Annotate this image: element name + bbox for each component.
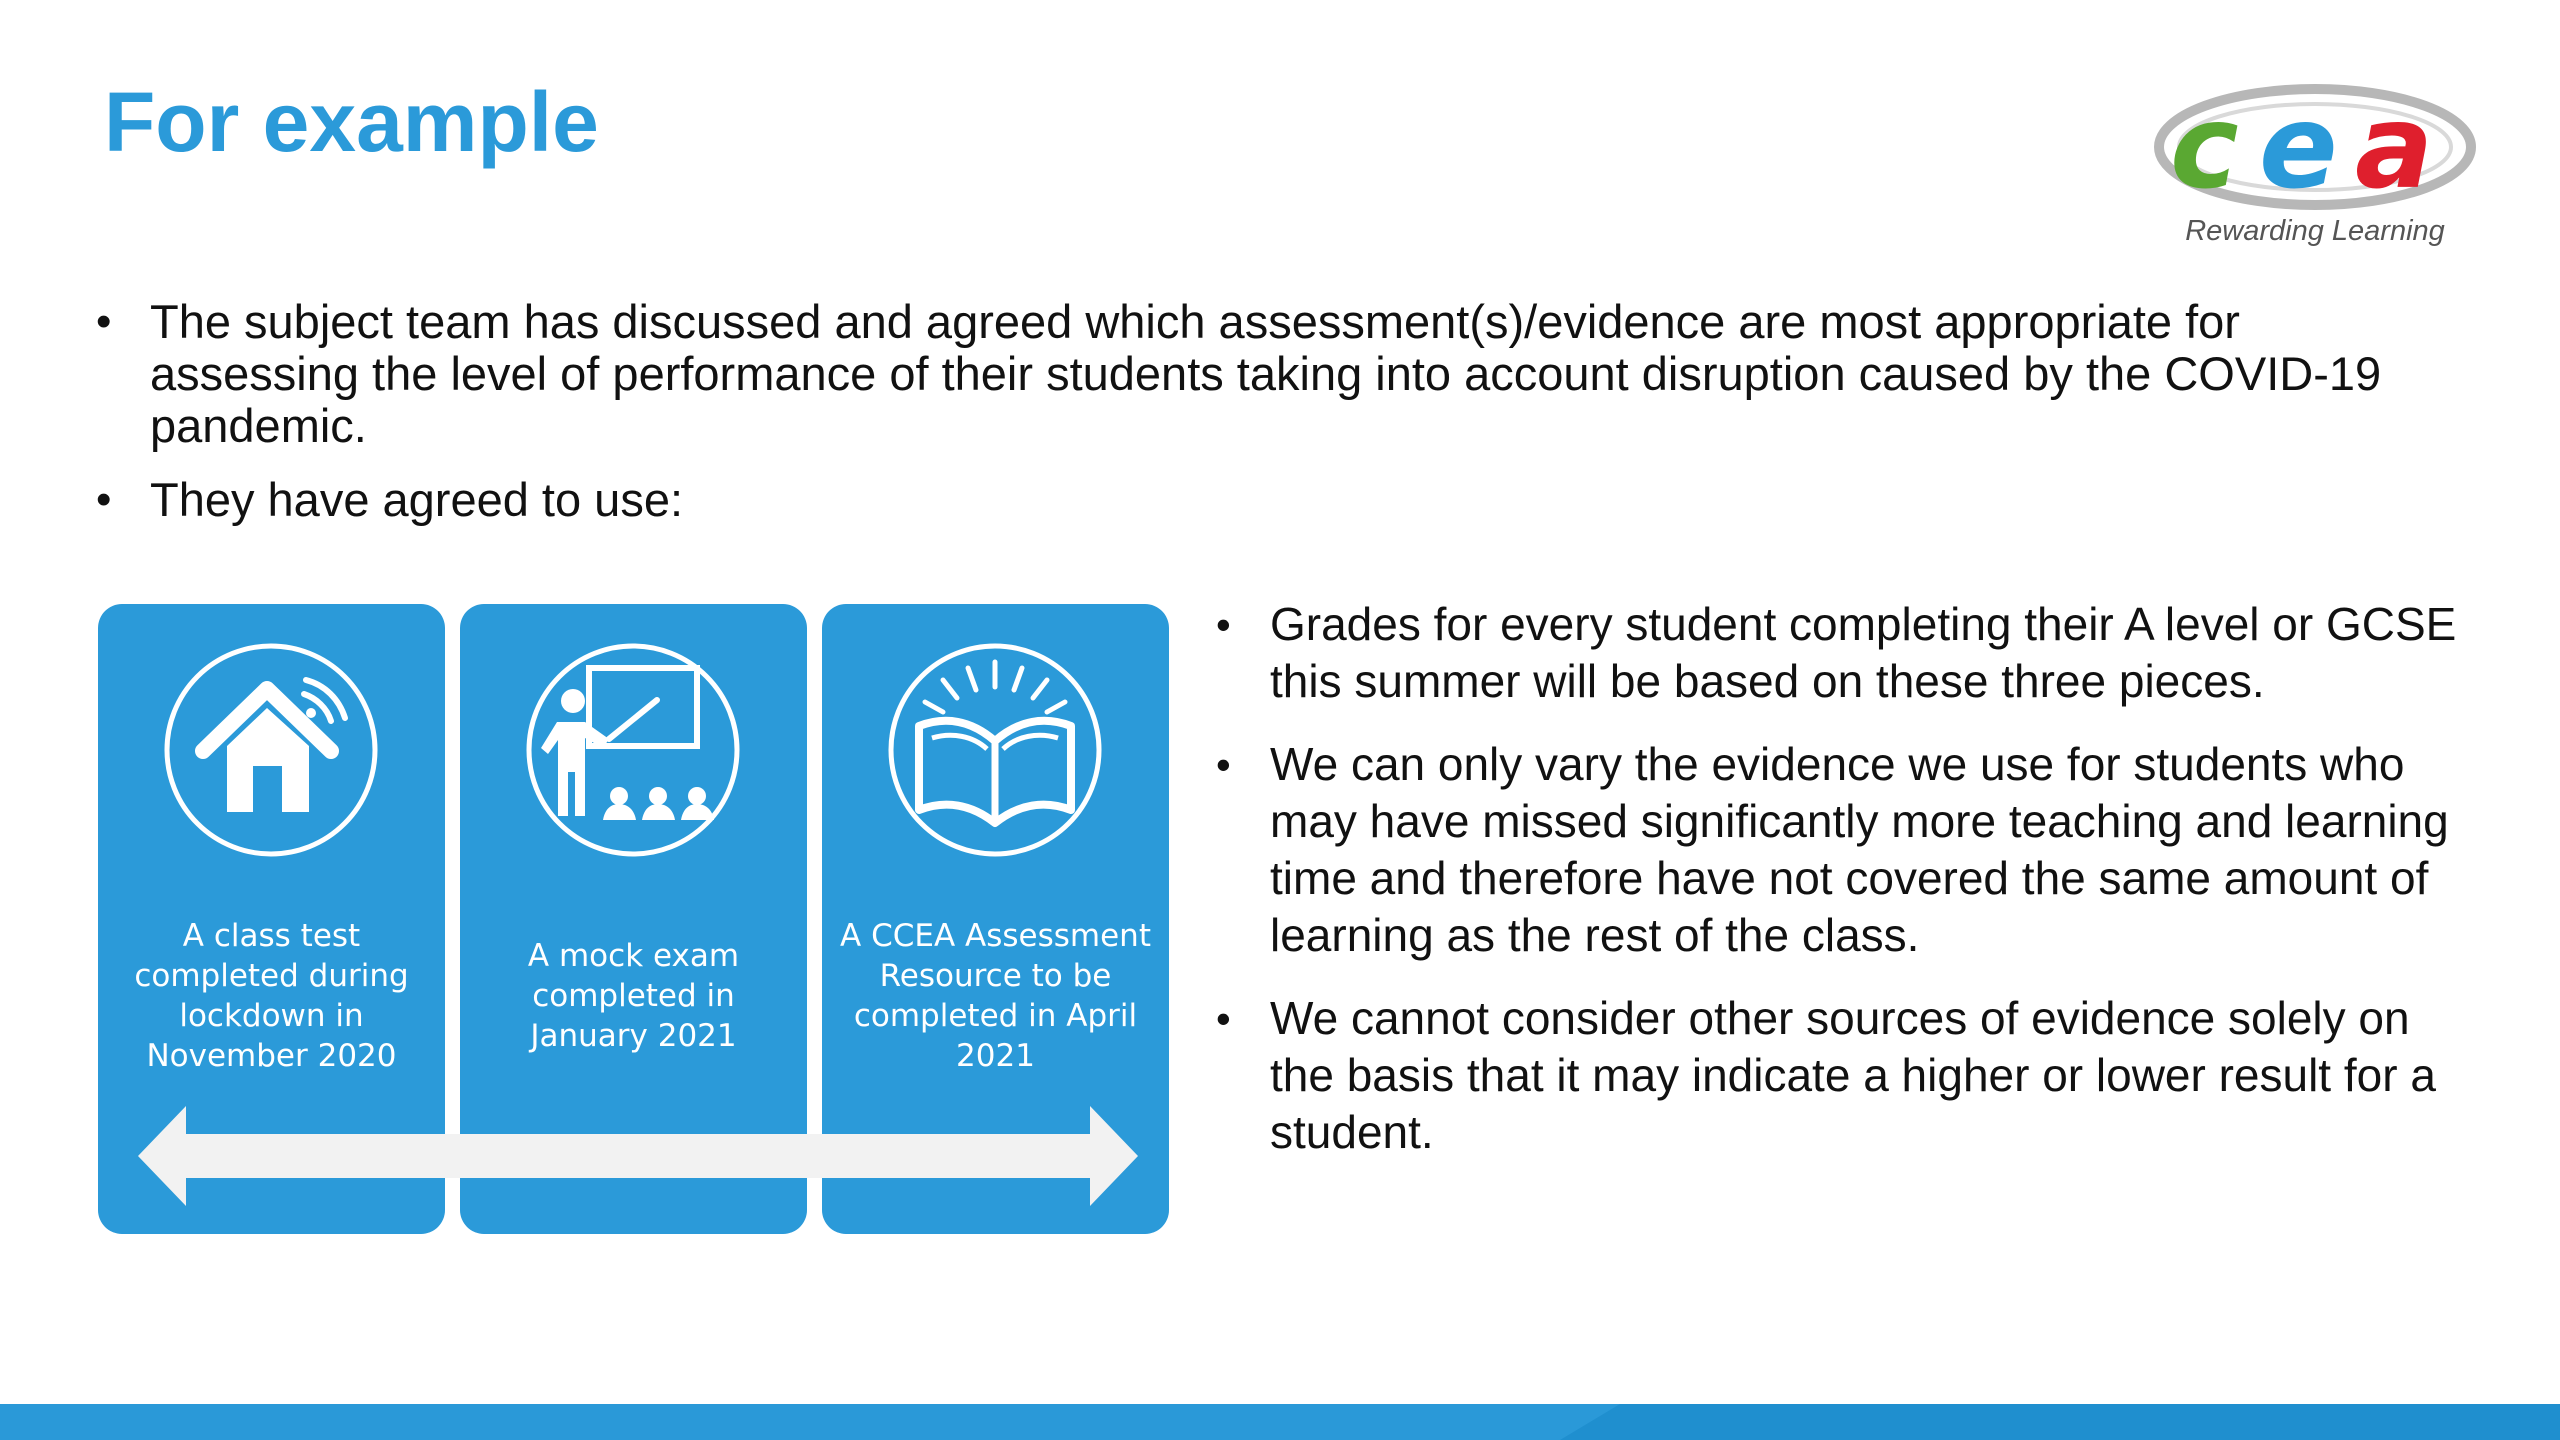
cea-logo-mark xyxy=(2152,82,2478,212)
cea-logo-a: a xyxy=(2355,82,2434,212)
bottom-accent-bar-shade xyxy=(1560,1404,2560,1440)
side-bullet-vary-evidence: • We can only vary the evidence we use for students who may have missed significantly more teaching and learning time and therefore have not covered the same amount of learning as the rest of the class. xyxy=(1216,736,2476,964)
timeline-panel-ccea-assessment xyxy=(822,604,1169,1234)
panel-text-class-test: A class test completed during lockdown in November 2020 xyxy=(134,918,409,1074)
home-icon xyxy=(161,640,381,860)
intro-bullet-agreed-use: • They have agreed to use: xyxy=(96,474,2426,526)
bottom-accent-bar xyxy=(0,1404,2560,1440)
panel-text-mock-exam: A mock exam completed in January 2021 xyxy=(527,938,740,1054)
open-book-icon xyxy=(885,640,1105,860)
cea-logo-e: e xyxy=(2259,82,2338,212)
timeline-panel-class-test xyxy=(98,604,445,1234)
cea-logo xyxy=(2152,82,2478,258)
panel-text-ccea-assessment: A CCEA Assessment Resource to be completed in April 2021 xyxy=(840,918,1151,1074)
side-bullet-other-sources: • We cannot consider other sources of evidence solely on the basis that it may indicate a higher or lower result for a student. xyxy=(1216,990,2476,1161)
intro-bullet-list xyxy=(96,296,2426,548)
teacher-presentation-icon xyxy=(523,640,743,860)
side-bullet-list xyxy=(1216,596,2476,1187)
assessment-timeline-graphic xyxy=(98,604,1170,1234)
timeline-panel-mock-exam xyxy=(460,604,807,1234)
logo-tagline: Rewarding Learning xyxy=(2185,215,2445,247)
intro-bullet-assessment: • The subject team has discussed and agreed which assessment(s)/evidence are most appropriate for assessing the level of performance of their students taking into account disruption caused by the COVID-19 pandemic. xyxy=(96,296,2426,452)
slide-title: For example xyxy=(104,75,599,169)
cea-logo-c: c xyxy=(2170,82,2239,212)
side-bullet-grades: • Grades for every student completing their A level or GCSE this summer will be based on these three pieces. xyxy=(1216,596,2476,710)
